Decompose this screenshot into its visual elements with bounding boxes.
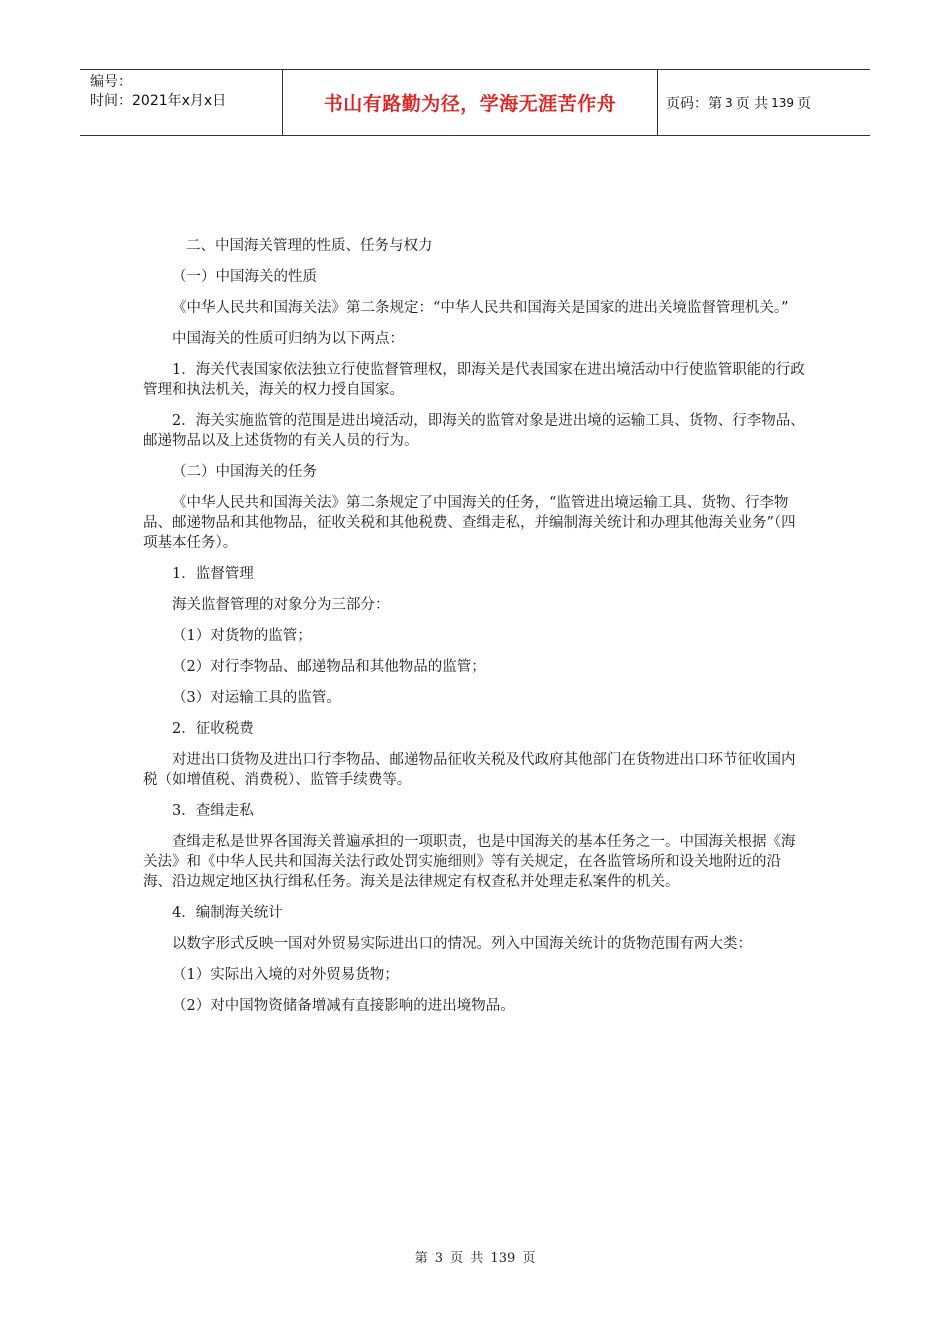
list-item: （2）对行李物品、邮递物品和其他物品的监管； [172, 659, 486, 675]
page-footer: 第 3 页 共 139 页 [414, 1251, 536, 1266]
page-label: 页码：第 [666, 95, 722, 112]
page-current: 3 [725, 95, 733, 110]
paragraph: 1．海关代表国家依法独立行使监督管理权，即海关是代表国家在进出境活动中行使监管职能的行政管理和执法机关，海关的权力授自国家。 [143, 362, 805, 398]
paragraph: 对进出口货物及进出口行李物品、邮递物品征收关税及代政府其他部门在货物进出口环节征收国内税（如增值税、消费税）、监管手续费等。 [143, 752, 796, 788]
paragraph: 《中华人民共和国海关法》第二条规定：“中华人民共和国海关是国家的进出关境监督管理机关。” [172, 300, 789, 316]
list-heading: 4．编制海关统计 [172, 905, 283, 921]
paragraph: 海关监督管理的对象分为三部分： [172, 597, 390, 613]
list-item: （3）对运输工具的监管。 [172, 690, 341, 706]
section-title: 二、中国海关管理的性质、任务与权力 [186, 238, 433, 254]
paragraph: 查缉走私是世界各国海关普遍承担的一项职责，也是中国海关的基本任务之一。中国海关根据《海关法》和《中华人民共和国海关法行政处罚实施细则》等有关规定，在各监管场所和设关地附近的沿海、沿边规定地区执行缉私任务。海关是法律规定有权查私并处理走私案件的机关。 [143, 834, 796, 890]
document-body [143, 236, 808, 1016]
paragraph: 以数字形式反映一国对外贸易实际进出口的情况。列入中国海关统计的货物范围有两大类： [172, 936, 752, 952]
list-item: （1）对货物的监管； [172, 628, 312, 644]
list-item: （2）对中国物资储备增减有直接影响的进出境物品。 [172, 998, 515, 1014]
page-header [80, 69, 870, 136]
header-motto: 书山有路勤为径，学海无涯苦作舟 [282, 70, 658, 135]
subsection-tasks: （二）中国海关的任务 [172, 464, 317, 480]
page-mid: 页 共 [735, 95, 769, 112]
list-heading: 2．征收税费 [172, 721, 254, 737]
subsection-nature: （一）中国海关的性质 [172, 269, 317, 285]
paragraph: 中国海关的性质可归纳为以下两点： [172, 331, 404, 347]
header-page-info [658, 70, 870, 135]
header-meta [80, 70, 282, 135]
list-item: （1）实际出入境的对外贸易货物； [172, 967, 399, 983]
list-heading: 1．监督管理 [172, 566, 254, 582]
paragraph: 《中华人民共和国海关法》第二条规定了中国海关的任务，“监管进出境运输工具、货物、行李物品、邮递物品和其他物品，征收关税和其他税费、查缉走私，并编制海关统计和办理其他海关业务”（四项基本任务）。 [143, 495, 796, 551]
page-end: 页 [797, 95, 811, 112]
document-date: 时间：2021年x月x日 [90, 93, 227, 109]
paragraph: 2．海关实施监管的范围是进出境活动，即海关的监管对象是进出境的运输工具、货物、行李物品、邮递物品以及上述货物的有关人员的行为。 [143, 413, 805, 449]
list-heading: 3．查缉走私 [172, 803, 254, 819]
document-number: 编号： [90, 74, 132, 90]
page-total: 139 [771, 95, 794, 110]
